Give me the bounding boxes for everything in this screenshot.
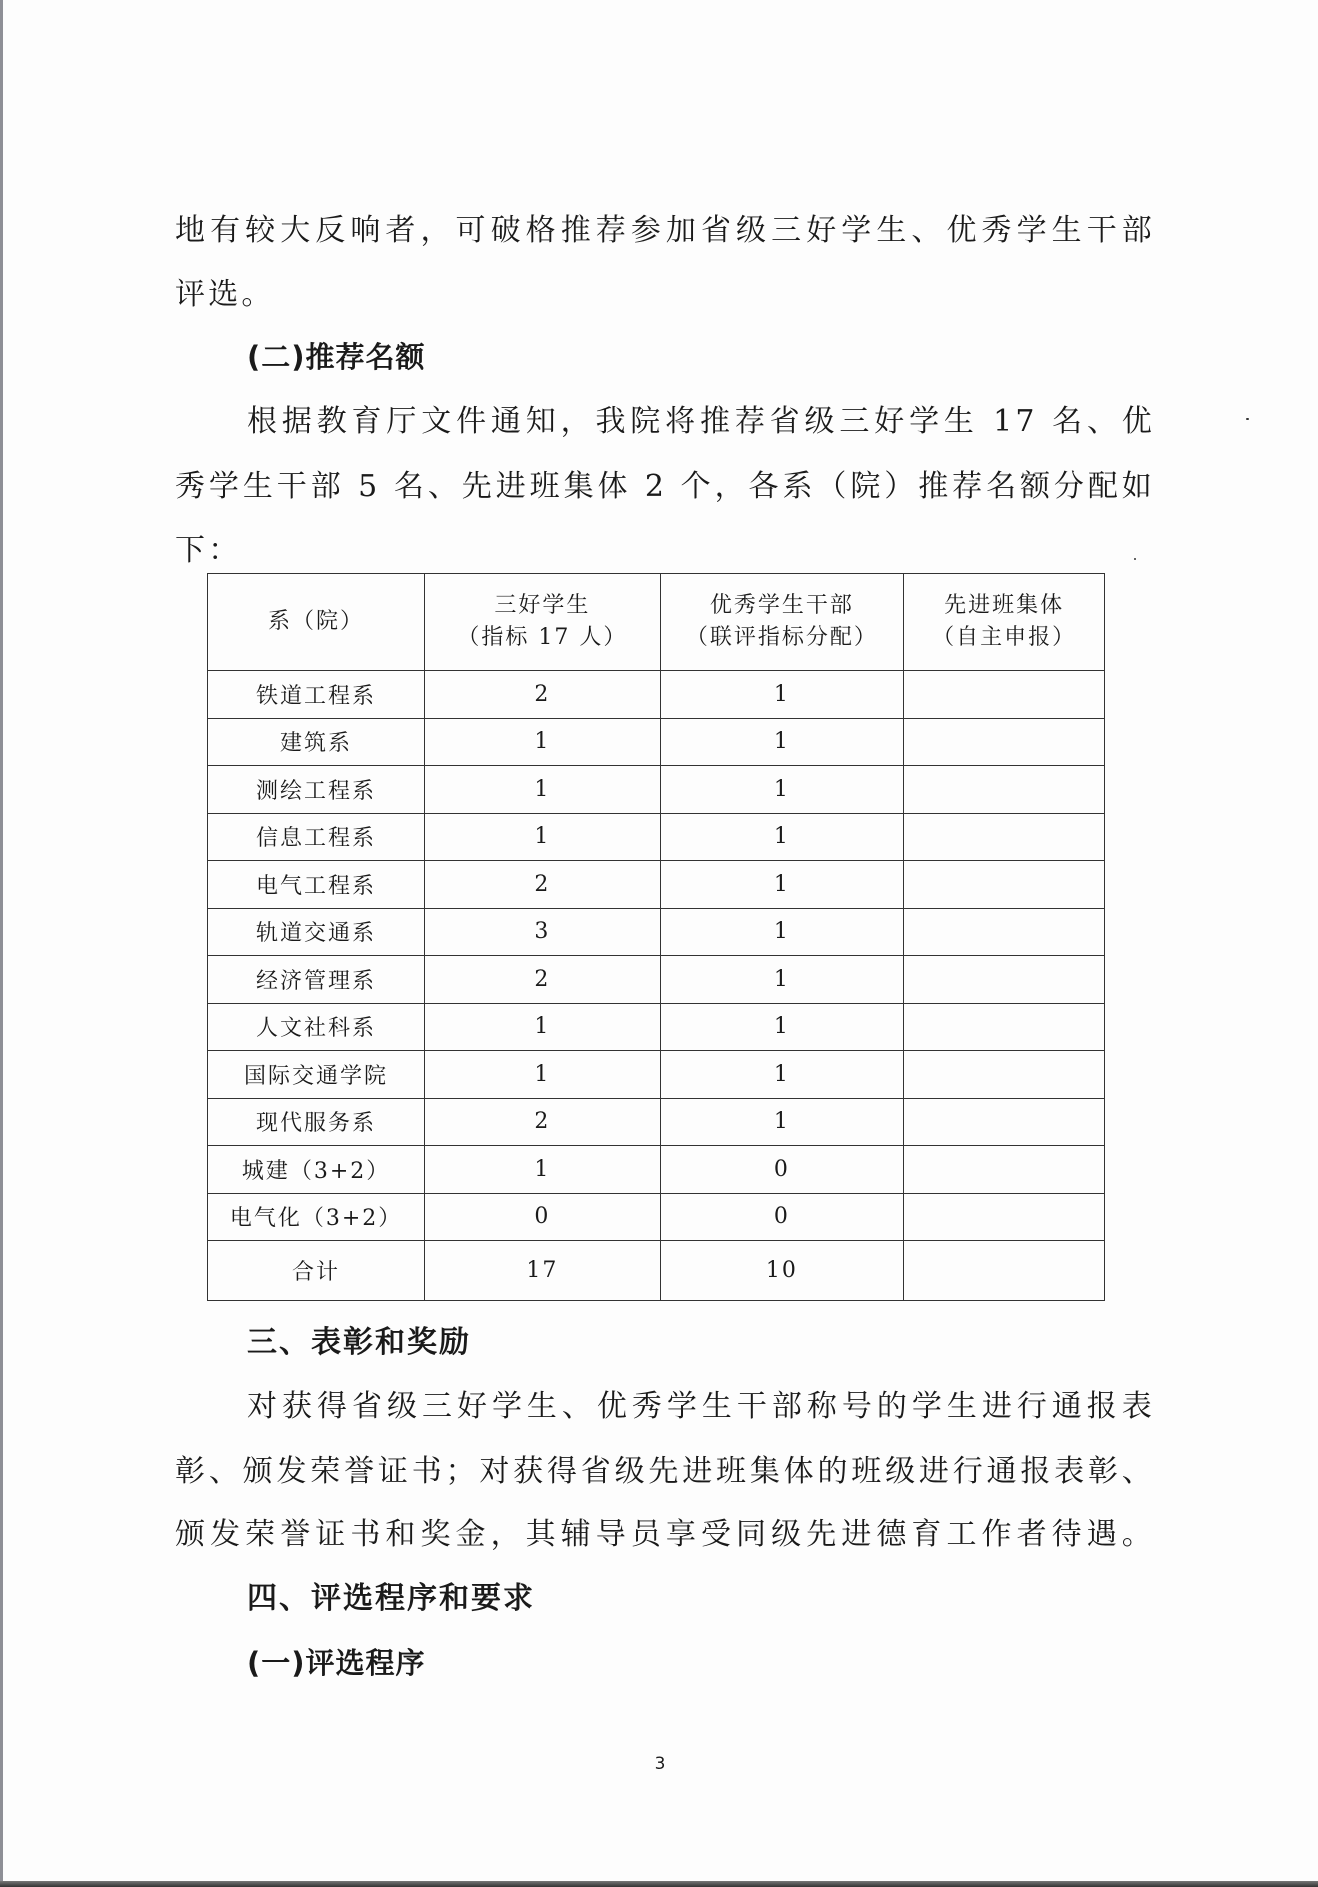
quota-table [207,573,1105,1301]
cell-sanhao: 1 [425,1003,661,1051]
cell-sanhao: 0 [425,1193,661,1241]
total-sanhao: 17 [425,1241,661,1301]
cell-sanhao: 1 [425,766,661,814]
cell-sanhao: 2 [425,1098,661,1146]
header-banjiti-label: 先进班集体 [944,593,1065,618]
cell-dept: 信息工程系 [208,813,425,861]
table-header-row [208,574,1105,671]
header-banjiti [904,574,1105,671]
cell-dept: 测绘工程系 [208,766,425,814]
table-row [208,766,1105,814]
cell-dept: 城建（3+2） [208,1146,425,1194]
cell-ganbu: 1 [660,908,904,956]
table-row [208,718,1105,766]
cell-banjiti [904,766,1105,814]
cell-banjiti [904,1003,1105,1051]
header-dept-label: 系（院） [268,609,365,634]
cell-dept: 现代服务系 [208,1098,425,1146]
paragraph-3-line-3: 颁发荣誉证书和奖金，其辅导员享受同级先进德育工作者待遇。 [175,1517,1155,1552]
cell-ganbu: 1 [660,766,904,814]
cell-dept: 轨道交通系 [208,908,425,956]
cell-sanhao: 2 [425,956,661,1004]
table-total-row [208,1241,1105,1301]
cell-banjiti [904,813,1105,861]
header-dept [208,574,425,671]
paragraph-3-line-2: 彰、颁发荣誉证书；对获得省级先进班集体的班级进行通报表彰、 [175,1454,1155,1489]
table-row [208,671,1105,719]
table-row [208,1193,1105,1241]
quota-table-body [208,671,1105,1241]
table-row [208,1051,1105,1099]
cell-ganbu: 1 [660,671,904,719]
cell-dept: 铁道工程系 [208,671,425,719]
section-4-heading: 四、评选程序和要求 [247,1581,535,1616]
cell-banjiti [904,1146,1105,1194]
cell-ganbu: 1 [660,956,904,1004]
page-number: 3 [654,1754,666,1774]
table-row [208,813,1105,861]
header-sanhao-note: （指标 17 人） [457,625,628,650]
table-row [208,908,1105,956]
cell-ganbu: 0 [660,1146,904,1194]
cell-ganbu: 1 [660,813,904,861]
cell-sanhao: 1 [425,718,661,766]
cell-dept: 人文社科系 [208,1003,425,1051]
paragraph-3-line-1: 对获得省级三好学生、优秀学生干部称号的学生进行通报表 [247,1389,1155,1424]
header-sanhao-label: 三好学生 [494,593,591,618]
cell-banjiti [904,1193,1105,1241]
cell-banjiti [904,956,1105,1004]
cell-dept: 建筑系 [208,718,425,766]
header-ganbu-label: 优秀学生干部 [709,593,854,618]
paragraph-2-line-3: 下： [175,533,242,568]
cell-banjiti [904,1051,1105,1099]
cell-dept: 国际交通学院 [208,1051,425,1099]
cell-dept: 电气化（3+2） [208,1193,425,1241]
cell-sanhao: 1 [425,1146,661,1194]
table-row [208,861,1105,909]
paragraph-2-line-1: 根据教育厅文件通知，我院将推荐省级三好学生 17 名、优 [247,404,1155,439]
paragraph-1-line-1: 地有较大反响者，可破格推荐参加省级三好学生、优秀学生干部 [175,213,1155,248]
scan-bottom-edge [0,1881,1318,1887]
table-row [208,1146,1105,1194]
paragraph-2-line-2: 秀学生干部 5 名、先进班集体 2 个，各系（院）推荐名额分配如 [175,469,1155,504]
table-row [208,956,1105,1004]
cell-banjiti [904,861,1105,909]
paragraph-1-line-2: 评选。 [175,277,275,312]
table-row [208,1098,1105,1146]
cell-banjiti [904,671,1105,719]
section-2-2-heading: (二)推荐名额 [247,340,426,374]
cell-banjiti [904,1098,1105,1146]
header-ganbu-note: （联评指标分配） [685,625,878,650]
cell-ganbu: 1 [660,1098,904,1146]
cell-ganbu: 1 [660,861,904,909]
cell-sanhao: 1 [425,1051,661,1099]
header-ganbu [660,574,904,671]
section-4-1-heading: (一)评选程序 [247,1646,426,1680]
scan-speck [1246,418,1249,420]
cell-sanhao: 2 [425,671,661,719]
cell-ganbu: 1 [660,1051,904,1099]
cell-ganbu: 0 [660,1193,904,1241]
scan-left-edge [0,0,3,1887]
cell-sanhao: 2 [425,861,661,909]
total-label: 合计 [208,1241,425,1301]
cell-sanhao: 3 [425,908,661,956]
cell-dept: 经济管理系 [208,956,425,1004]
total-banjiti [904,1241,1105,1301]
total-ganbu: 10 [660,1241,904,1301]
cell-banjiti [904,908,1105,956]
cell-dept: 电气工程系 [208,861,425,909]
cell-ganbu: 1 [660,718,904,766]
cell-ganbu: 1 [660,1003,904,1051]
cell-banjiti [904,718,1105,766]
cell-sanhao: 1 [425,813,661,861]
header-sanhao [425,574,661,671]
header-banjiti-note: （自主申报） [932,625,1077,650]
section-3-heading: 三、表彰和奖励 [247,1325,471,1360]
table-row [208,1003,1105,1051]
